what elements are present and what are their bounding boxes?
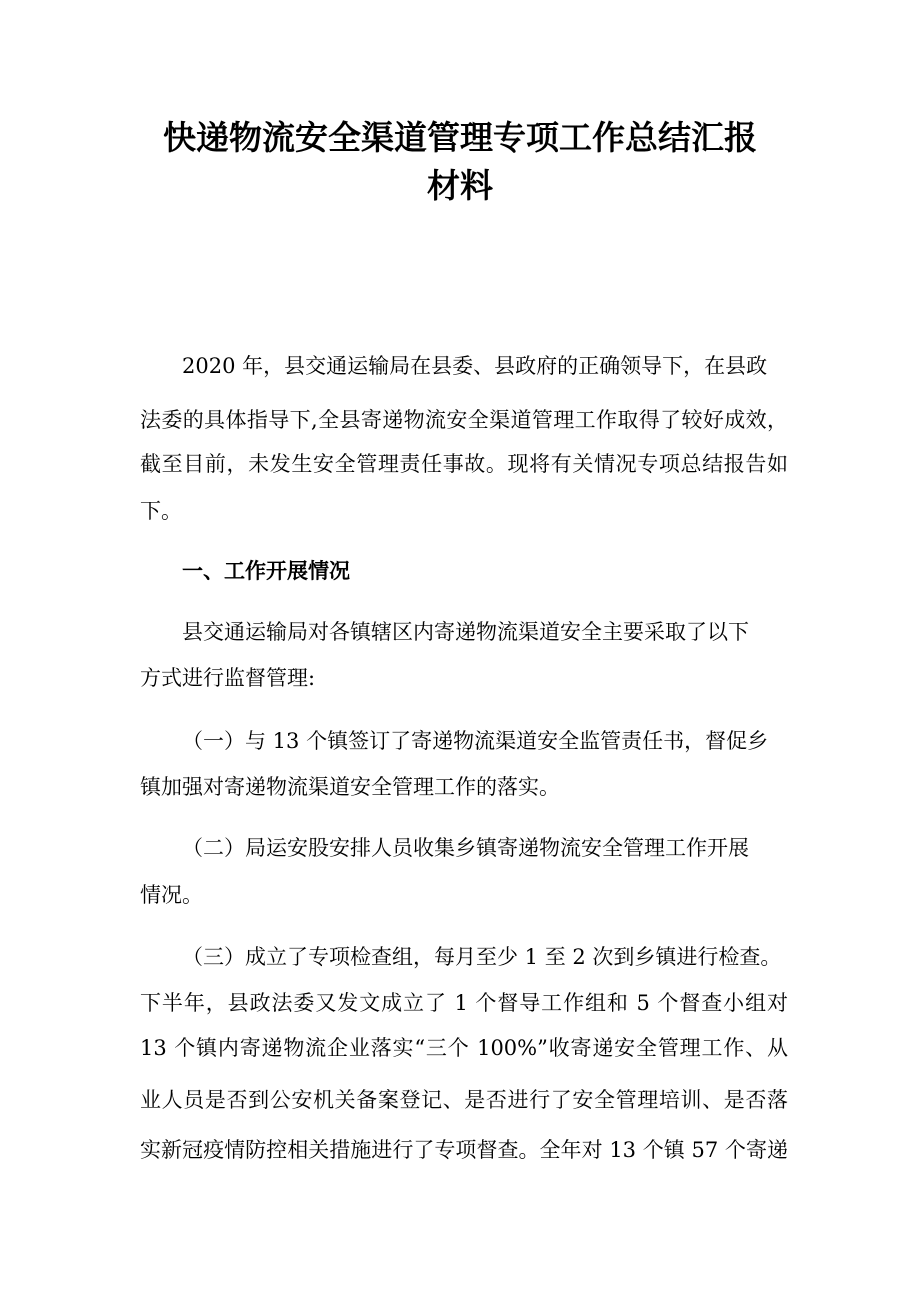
section-heading: 一、工作开展情况: [182, 558, 350, 583]
paragraph-5-line-2: 下半年，县政法委又发文成立了 1 个督导工作组和 5 个督查小组对: [140, 991, 788, 1015]
paragraph-3-line-1: （一）与 13 个镇签订了寄递物流渠道安全监管责任书，督促乡: [182, 729, 769, 753]
paragraph-4-line-1: （二）局运安股安排人员收集乡镇寄递物流安全管理工作开展: [182, 836, 749, 860]
paragraph-5-line-4: 业人员是否到公安机关备案登记、是否进行了安全管理培训、是否落: [140, 1088, 788, 1112]
paragraph-5-line-1: （三）成立了专项检查组，每月至少 1 至 2 次到乡镇进行检查。: [182, 945, 782, 969]
paragraph-2-line-1: 县交通运输局对各镇辖区内寄递物流渠道安全主要采取了以下: [182, 620, 749, 644]
document-title-line-1: 快递物流安全渠道管理专项工作总结汇报: [163, 118, 757, 157]
paragraph-1-line-3: 截至目前，未发生安全管理责任事故。现将有关情况专项总结报告如: [140, 452, 788, 476]
paragraph-5-line-5: 实新冠疫情防控相关措施进行了专项督查。全年对 13 个镇 57 个寄递: [140, 1138, 788, 1162]
document-title-line-2: 材料: [427, 166, 493, 205]
paragraph-1-line-2: 法委的具体指导下,全县寄递物流安全渠道管理工作取得了较好成效，: [140, 408, 788, 432]
paragraph-3-line-2: 镇加强对寄递物流渠道安全管理工作的落实。: [140, 775, 560, 799]
paragraph-5-line-3: 13 个镇内寄递物流企业落实“三个 100%”收寄递安全管理工作、从: [140, 1036, 788, 1060]
paragraph-1-line-4: 下。: [140, 499, 182, 523]
paragraph-4-line-2: 情况。: [140, 883, 203, 907]
paragraph-1-line-1: 2020 年，县交通运输局在县委、县政府的正确领导下，在县政: [182, 354, 768, 378]
paragraph-2-line-2: 方式进行监督管理:: [140, 666, 316, 690]
